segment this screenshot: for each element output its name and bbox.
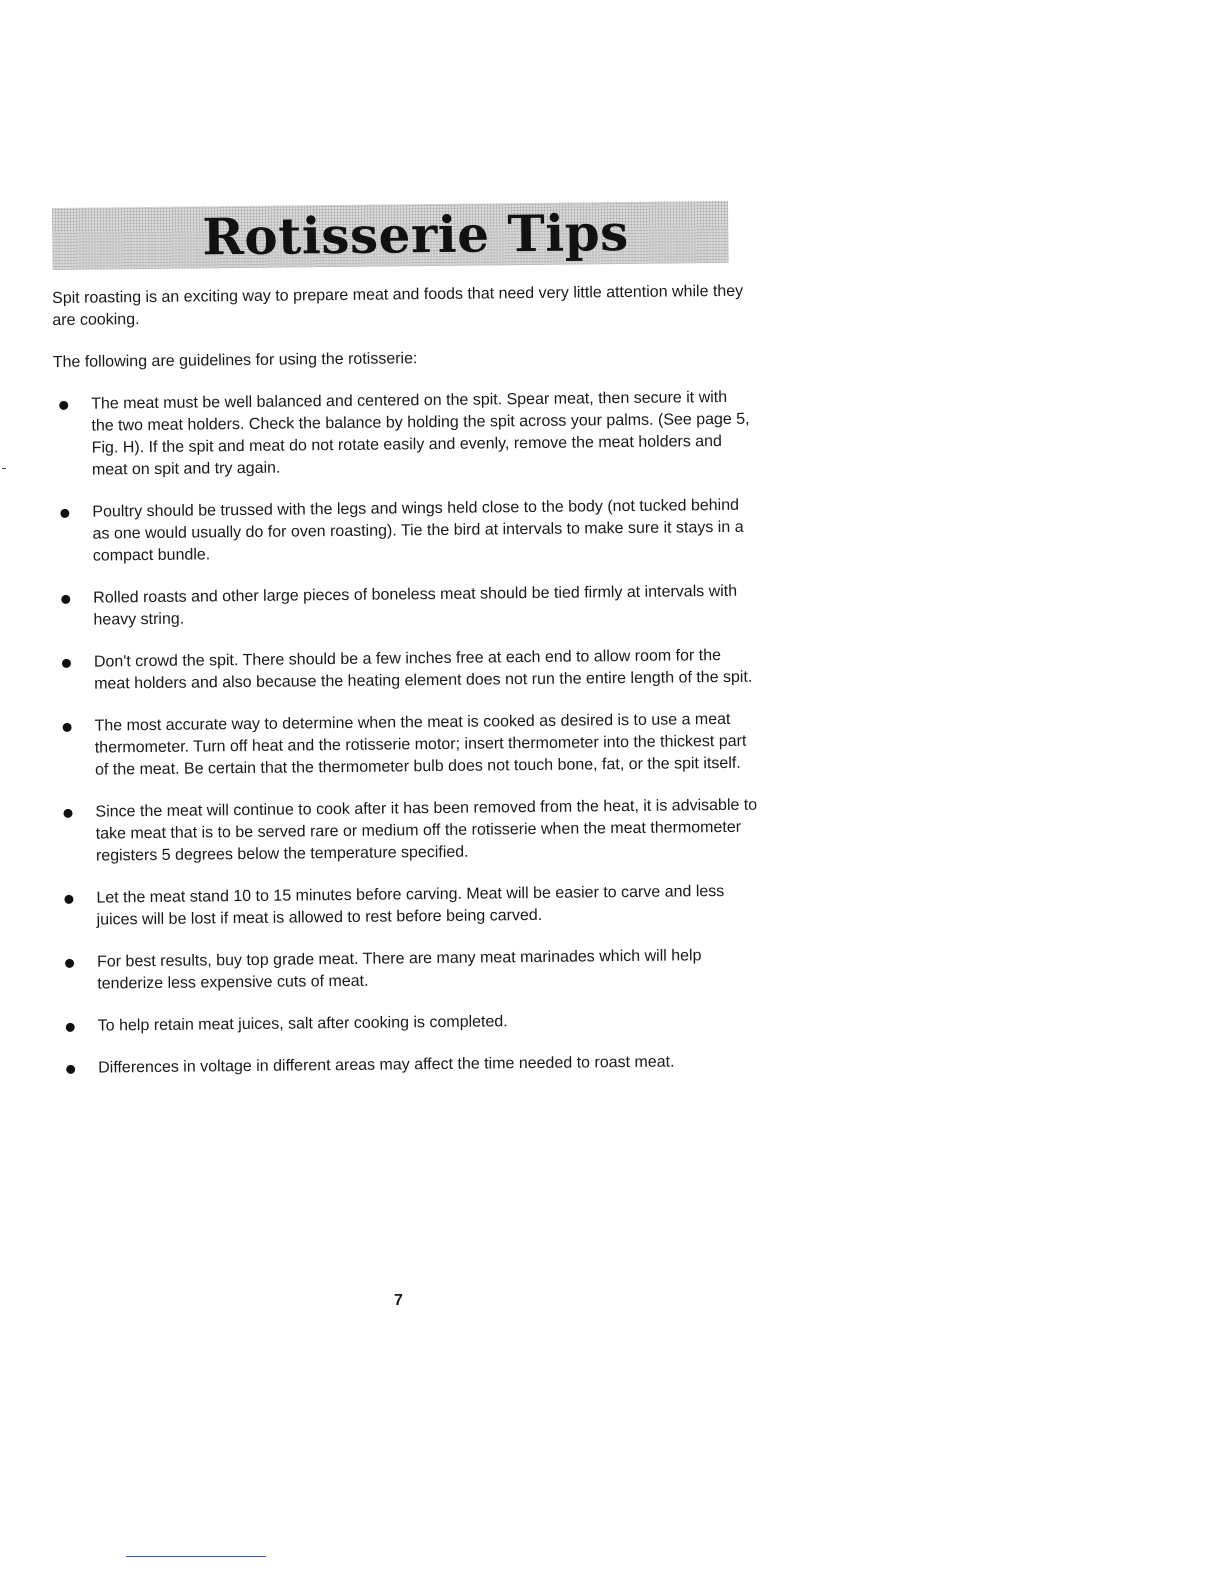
- scan-edge-mark: [2, 468, 6, 469]
- tip-text: The meat must be well balanced and centered on the spit. Spear meat, then secure it with the two meat holders. Check the balance by holding the spit across your palms. (See page 5, Fig. H). If the spit and meat do not rotate easily and evenly, remove the meat holders and meat on spit and try again.: [91, 388, 750, 479]
- tip-text: For best results, buy top grade meat. There are many meat marinades which will help tenderize less expensive cuts of meat.: [96, 947, 702, 993]
- bullet-icon: [63, 809, 72, 818]
- tip-text: The most accurate way to determine when the meat is cooked as desired is to use a meat thermometer. Turn off heat and the rotisserie motor; insert thermometer into the thickest part of the meat. Be certain that the thermometer bulb does not touch bone, fat, or the spit itself.: [94, 710, 747, 779]
- bullet-icon: [66, 1023, 75, 1032]
- list-item: [57, 795, 758, 868]
- bullet-icon: [60, 509, 69, 518]
- tip-text: Since the meat will continue to cook after it has been removed from the heat, it is advisable to take meat that is to be served rare or medium off the rotisserie when the meat thermometer registers 5 degrees below the temperature specified.: [95, 796, 758, 865]
- page-number: 7: [394, 1292, 403, 1309]
- intro-paragraph: Spit roasting is an exciting way to prepare meat and foods that need very little attention while they are cooking.: [52, 282, 744, 329]
- bullet-icon: [66, 1065, 75, 1074]
- list-item: [53, 387, 754, 482]
- title-banner: [52, 201, 729, 270]
- footer-rule: [126, 1556, 266, 1557]
- tip-text: Rolled roasts and other large pieces of boneless meat should be tied firmly at intervals with heavy string.: [93, 582, 738, 629]
- tip-text: Poultry should be trussed with the legs and wings held close to the body (not tucked behind as one would usually do for oven roasting). Tie the bird at intervals to make sure it stays in a compact bundle.: [92, 496, 744, 565]
- list-item: [56, 709, 757, 782]
- tip-text: Let the meat stand 10 to 15 minutes before carving. Meat will be easier to carve and less juices will be lost if meat is allowed to rest before being carved.: [96, 882, 725, 929]
- bullet-icon: [63, 723, 72, 732]
- tip-text: Don't crowd the spit. There should be a few inches free at each end to allow room for the meat holders and also because the heating element does not run the entire length of the spit.: [93, 647, 753, 693]
- bullet-icon: [62, 659, 71, 668]
- guidelines-lead: The following are guidelines for using the rotisserie:: [52, 350, 418, 371]
- main-content: [52, 281, 760, 1100]
- list-item: [59, 945, 759, 996]
- tip-text: To help retain meat juices, salt after cooking is completed.: [97, 1013, 508, 1035]
- tip-text: Differences in voltage in different areas may affect the time needed to roast meat.: [98, 1053, 675, 1077]
- list-item: [60, 1009, 760, 1038]
- bullet-icon: [65, 959, 74, 968]
- tips-list: [53, 387, 760, 1080]
- bullet-icon: [59, 401, 68, 410]
- bullet-icon: [61, 595, 70, 604]
- list-item: [58, 881, 758, 932]
- page-title: Rotisserie Tips: [202, 202, 630, 267]
- list-item: [60, 1051, 760, 1080]
- list-item: [55, 581, 755, 632]
- list-item: [56, 645, 756, 696]
- list-item: [54, 495, 755, 568]
- bullet-icon: [64, 895, 73, 904]
